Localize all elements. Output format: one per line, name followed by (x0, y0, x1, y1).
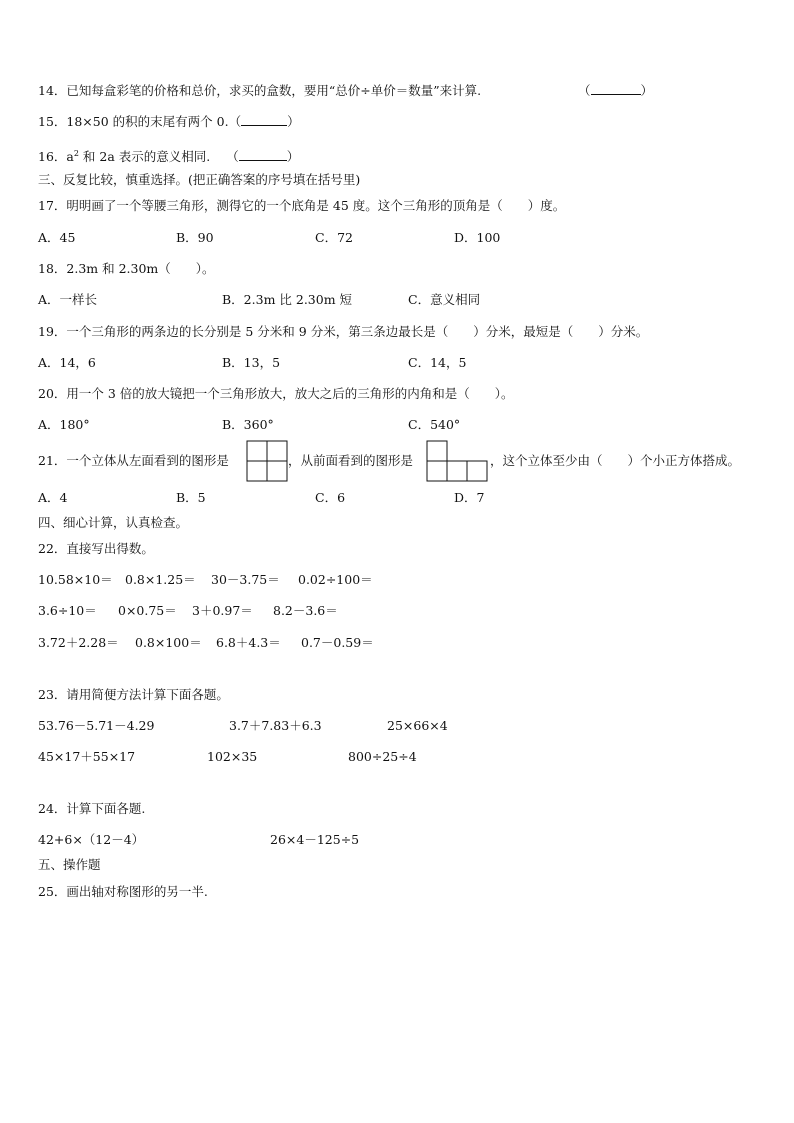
calc-item: 3.6÷10＝ (38, 603, 97, 618)
question-text: 已知每盒彩笔的价格和总价，求买的盒数，要用“总价÷单价＝数量”来计算. (66, 83, 482, 98)
option-b[interactable]: B．90 (176, 230, 214, 245)
question-number: 17． (38, 198, 67, 213)
question-18 (38, 261, 215, 277)
calc-item: 25×66×4 (387, 718, 448, 733)
question-number: 16． (38, 149, 67, 165)
question-16 (38, 146, 299, 165)
question-number: 19． (38, 324, 67, 339)
option-b[interactable]: B．5 (176, 490, 206, 505)
grid-square (427, 441, 447, 461)
question-number: 14． (38, 83, 67, 98)
blank-line (239, 160, 287, 161)
question-text-b: ，从前面看到的图形是 (288, 453, 414, 468)
paren-close: ） (287, 114, 300, 129)
paren-open: （ (578, 83, 591, 98)
option-b[interactable]: B．13，5 (222, 355, 281, 370)
grid-square (247, 441, 267, 461)
question-text-a: 一个立体从左面看到的图形是 (66, 453, 229, 468)
question-text: 和 2a 表示的意义相同. (78, 149, 211, 165)
calc-item: 800÷25÷4 (348, 749, 417, 764)
option-a[interactable]: A．4 (38, 490, 68, 505)
question-number: 25． (38, 884, 67, 899)
answer-blank-15[interactable] (229, 114, 300, 129)
question-number: 23． (38, 687, 67, 702)
grid-square (267, 461, 287, 481)
calc-item: 3＋0.97＝ (192, 603, 253, 618)
question-22 (38, 541, 154, 557)
calc-item: 102×35 (207, 749, 258, 764)
question-text: 18×50 的积的末尾有两个 0. (66, 114, 229, 129)
option-c[interactable]: C．6 (315, 490, 346, 505)
section-heading-5: 五、操作题 (38, 857, 101, 872)
question-25 (38, 884, 208, 900)
section-heading-4: 四、细心计算，认真检查。 (38, 515, 189, 530)
grid-square (447, 461, 467, 481)
calc-item: 3.7＋7.83＋6.3 (229, 718, 322, 733)
question-number: 20． (38, 386, 67, 401)
grid-square (427, 461, 447, 481)
paren-close: ） (286, 149, 300, 165)
question-14 (38, 83, 481, 99)
calc-item: 8.2－3.6＝ (273, 603, 338, 618)
option-c[interactable]: C．14，5 (408, 355, 467, 370)
calc-item: 0.8×1.25＝ (125, 572, 196, 587)
option-c[interactable]: C．540° (408, 417, 461, 432)
question-15 (38, 114, 300, 130)
answer-blank-16[interactable] (226, 149, 299, 164)
paren-close: ） (640, 83, 654, 98)
calc-item: 0×0.75＝ (118, 603, 177, 618)
calc-item: 53.76－5.71－4.29 (38, 718, 155, 733)
question-number: 22． (38, 541, 67, 556)
section-heading-3: 三、反复比较，慎重选择。(把正确答案的序号填在括号里) (38, 172, 361, 187)
question-text: 用一个 3 倍的放大镜把一个三角形放大，放大之后的三角形的内角和是（ ）。 (66, 386, 514, 401)
calc-item: 3.72＋2.28＝ (38, 635, 119, 650)
option-c[interactable]: C．意义相同 (408, 292, 481, 307)
question-text: 直接写出得数。 (66, 541, 154, 556)
option-d[interactable]: D．100 (454, 230, 501, 245)
front-view-grid-figure (426, 440, 490, 482)
calc-item: 10.58×10＝ (38, 572, 113, 587)
grid-square (247, 461, 267, 481)
calc-item: 42+6×（12－4） (38, 832, 145, 847)
question-text: 明明画了一个等腰三角形，测得它的一个底角是 45 度。这个三角形的顶角是（ ）度。 (66, 198, 566, 213)
question-number: 21． (38, 453, 67, 468)
calc-item: 26×4－125÷5 (270, 832, 360, 847)
question-text: 请用简便方法计算下面各题。 (66, 687, 229, 702)
question-text: 一个三角形的两条边的长分别是 5 分米和 9 分米，第三条边最长是（ ）分米，最短是（ ）分米。 (66, 324, 649, 339)
calc-item: 0.8×100＝ (135, 635, 202, 650)
question-text: 计算下面各题. (66, 801, 146, 816)
option-d[interactable]: D．7 (454, 490, 485, 505)
blank-line (591, 94, 641, 95)
answer-blank-14[interactable] (578, 83, 653, 99)
option-a[interactable]: A．一样长 (38, 292, 98, 307)
exponent: 2 (73, 149, 79, 158)
paren-open: （ (226, 149, 239, 165)
question-text: 画出轴对称图形的另一半. (66, 884, 208, 899)
question-19 (38, 324, 648, 340)
calc-item: 30－3.75＝ (211, 572, 280, 587)
calc-item: 0.7－0.59＝ (301, 635, 374, 650)
calc-item: 45×17＋55×17 (38, 749, 136, 764)
question-24 (38, 801, 145, 817)
grid-square (467, 461, 487, 481)
question-number: 24． (38, 801, 67, 816)
blank-line (241, 125, 287, 126)
calc-item: 6.8＋4.3＝ (216, 635, 281, 650)
question-number: 15． (38, 114, 67, 129)
left-view-grid-figure (246, 440, 290, 482)
question-17 (38, 198, 565, 214)
option-c[interactable]: C．72 (315, 230, 353, 245)
question-21 (38, 453, 229, 469)
option-a[interactable]: A．14，6 (38, 355, 96, 370)
option-a[interactable]: A．180° (38, 417, 90, 432)
variable-a: a (66, 149, 74, 165)
question-text-c: ，这个立体至少由（ ）个小正方体搭成。 (490, 453, 741, 468)
option-b[interactable]: B．360° (222, 417, 274, 432)
question-number: 18． (38, 261, 67, 276)
question-23 (38, 687, 229, 703)
question-text: 2.3m 和 2.30m（ ）。 (66, 261, 215, 276)
question-20 (38, 386, 514, 402)
option-b[interactable]: B．2.3m 比 2.30m 短 (222, 292, 353, 307)
option-a[interactable]: A．45 (38, 230, 76, 245)
grid-square (267, 441, 287, 461)
paren-open: （ (228, 114, 242, 129)
calc-item: 0.02÷100＝ (298, 572, 373, 587)
